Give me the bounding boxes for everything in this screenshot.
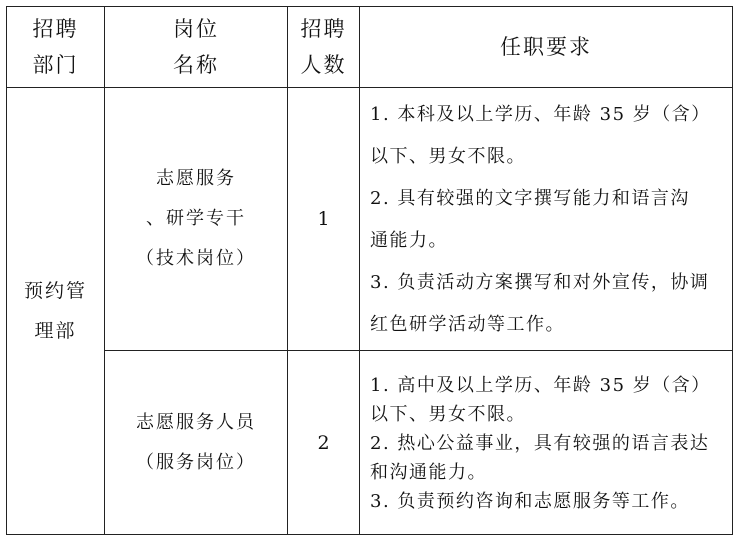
header-position-line-1: 岗位 <box>173 17 219 41</box>
table-row <box>7 88 733 351</box>
header-requirements <box>360 7 733 88</box>
department-cell <box>7 88 105 535</box>
requirement-line: 和沟通能力。 <box>370 462 487 483</box>
requirement-line: 以下、男女不限。 <box>370 404 526 425</box>
requirements-cell <box>360 351 733 535</box>
requirement-line: 2. 具有较强的文字撰写能力和语言沟 <box>370 188 690 209</box>
position-cell <box>105 88 288 351</box>
requirement-line: 3. 负责活动方案撰写和对外宣传，协调 <box>370 272 710 293</box>
count-cell: 2 <box>288 351 360 535</box>
requirement-line: 通能力。 <box>370 230 448 251</box>
position-line: （技术岗位） <box>136 248 256 269</box>
requirement-line: 1. 高中及以上学历、年龄 35 岁（含） <box>370 375 711 396</box>
requirement-line: 以下、男女不限。 <box>370 146 526 167</box>
requirement-line: 红色研学活动等工作。 <box>370 314 565 335</box>
count-cell: 1 <box>288 88 360 351</box>
header-count <box>288 7 360 88</box>
header-dept-line-2: 部门 <box>32 53 79 77</box>
header-count-line-2: 人数 <box>300 53 347 77</box>
position-line: （服务岗位） <box>136 451 256 473</box>
header-position-line-2: 名称 <box>173 53 219 77</box>
requirement-line: 2. 热心公益事业，具有较强的语言表达 <box>370 433 710 454</box>
header-dept <box>7 7 105 88</box>
recruitment-table <box>6 6 733 535</box>
header-dept-line-1: 招聘 <box>32 17 79 41</box>
position-cell <box>105 351 288 535</box>
header-requirements-label: 任职要求 <box>500 35 592 59</box>
position-line: 志愿服务 <box>156 168 236 189</box>
position-line: 志愿服务人员 <box>136 411 256 433</box>
requirement-line: 1. 本科及以上学历、年龄 35 岁（含） <box>370 104 711 125</box>
position-line: 、研学专干 <box>146 208 246 229</box>
department-line-1: 预约管 <box>23 280 87 302</box>
requirement-line: 3. 负责预约咨询和志愿服务等工作。 <box>370 491 690 512</box>
department-line-2: 理部 <box>34 320 77 342</box>
table-row <box>7 351 733 535</box>
header-count-line-1: 招聘 <box>300 17 347 41</box>
table-header-row <box>7 7 733 88</box>
requirements-cell <box>360 88 733 351</box>
header-position <box>105 7 288 88</box>
